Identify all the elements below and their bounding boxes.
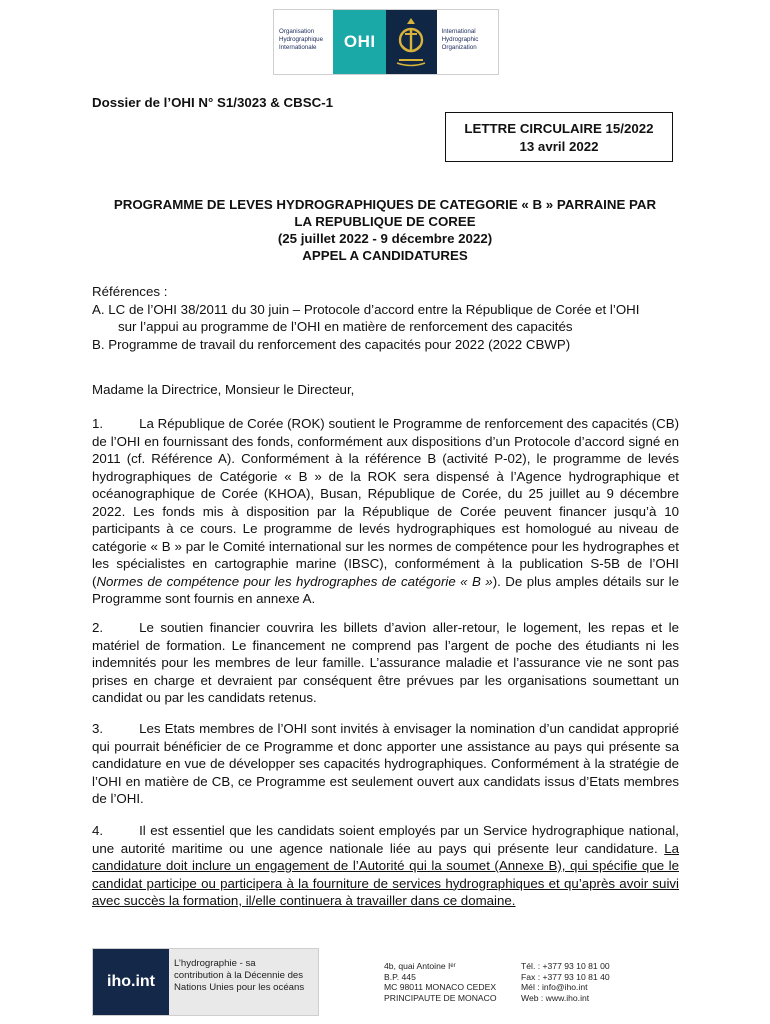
circular-date: 13 avril 2022 (519, 139, 599, 154)
footer-tagline (169, 949, 318, 1015)
document-title (90, 196, 680, 264)
logo-right-line: International (441, 28, 476, 35)
paragraph-text: Il est essentiel que les candidats soient employés par un Service hydrographique national, une autorité maritime ou une agence nationale liée au pays qui présente leur candidature. (92, 823, 679, 856)
reference-a: A. LC de l’OHI 38/2011 du 30 juin – Protocole d’accord entre la République de Corée et l’OHI (92, 301, 640, 317)
standard-title-italic: Normes de compétence pour les hydrographes de catégorie « B » (96, 573, 493, 589)
tagline-line: contribution à la Décennie des (174, 970, 304, 982)
salutation: Madame la Directrice, Monsieur le Directeur, (92, 382, 355, 397)
footer-address (384, 961, 497, 1003)
logo-right-line: Organization (441, 44, 477, 51)
anchor-emblem-icon (386, 10, 437, 74)
title-line: APPEL A CANDIDATURES (302, 248, 468, 263)
address-line: MC 98011 MONACO CEDEX (384, 982, 497, 993)
paragraph-text: ). De plus amples détails sur le Programme sont fournis en annexe A. (92, 573, 679, 606)
address-line: 4b, quai Antoine Iᵉʳ (384, 961, 456, 971)
circular-letter-box (445, 112, 673, 162)
paragraph-text: Le soutien financier couvrira les billets d’avion aller-retour, le logement, les repas et le matériel de formation. Le financement ne comprend pas l’argent de poche des étudiants ni les indemnités pour les membres de leur famille. L’assurance maladie et l’assurance vie ne sont pas prises en charge et devraient par conséquent être prévues par les organisations soumettant un candidat ou par les candidats retenus. (92, 620, 679, 705)
ohi-logo (273, 9, 499, 75)
paragraph-3 (92, 720, 679, 808)
contact-phone: Tél. : +377 93 10 81 00 (521, 961, 610, 971)
paragraph-text: Les Etats membres de l’OHI sont invités à envisager la nomination d’un candidat approprié qui pourrait bénéficier de ce Programme et donc apporter une assistance au pays qui présente sa candidature en vue de développer ses capacités hydrographiques. Conformément à la stratégie de l’OHI en matière de CB, ce Programme est seulement ouvert aux candidats issus d’Etats membres de l’OHI. (92, 721, 679, 806)
footer-contact (521, 961, 610, 1003)
logo-left-line: Organisation (279, 28, 315, 35)
logo-french-name (274, 10, 333, 74)
contact-email[interactable]: Mél : info@iho.int (521, 982, 588, 993)
dossier-reference: Dossier de l’OHI N° S1/3023 & CBSC-1 (92, 95, 334, 110)
title-line: (25 juillet 2022 - 9 décembre 2022) (277, 231, 493, 246)
paragraph-text: La République de Corée (ROK) soutient le Programme de renforcement des capacités (CB) de l’OHI en fournissant des fonds, conformément aux dispositions d’un Protocole d’accord signé en 2011 (cf. Référence A). Conformément à la référence B (activité P-02), le programme de levés hydrographiques de Catégorie « B » de la ROK sera dispensé à l’Agence hydrographique et océanographique de Corée (KHOA), Busan, République de Corée, du 25 juillet au 9 décembre 2022. Les fonds mis à disposition par la République de Corée peuvent financer jusqu’à 10 participants à ce cours. Le programme de levés hydrographiques est homologué au niveau de catégorie « B » par le Comité international sur les normes de compétence pour les hydrographes et les spécialistes en cartographie marine (IBSC), conformément à la publication S-5B de l’OHI ( (92, 416, 679, 589)
title-line: PROGRAMME DE LEVES HYDROGRAPHIQUES DE CATEGORIE « B » PARRAINE PAR (113, 197, 657, 212)
paragraph-2 (92, 619, 679, 707)
paragraph-number: 1. (92, 416, 104, 431)
address-line: B.P. 445 (384, 971, 416, 982)
address-line: PRINCIPAUTE DE MONACO (384, 992, 497, 1003)
tagline-line: L’hydrographie - sa (174, 958, 256, 969)
tagline-line: Nations Unies pour les océans (174, 982, 305, 994)
footer-banner (92, 948, 319, 1016)
iho-int-logo: iho.int (93, 949, 169, 1015)
paragraph-number: 4. (92, 823, 104, 838)
paragraph-1 (92, 415, 679, 608)
contact-fax: Fax : +377 93 10 81 40 (521, 971, 610, 982)
logo-left-line: Internationale (279, 44, 317, 51)
paragraph-number: 2. (92, 620, 104, 635)
logo-right-line: Hydrographic (441, 36, 479, 43)
circular-title: LETTRE CIRCULAIRE 15/2022 (464, 121, 654, 136)
contact-website[interactable]: Web : www.iho.int (521, 992, 590, 1003)
title-line: LA REPUBLIQUE DE COREE (294, 214, 476, 229)
paragraph-number: 3. (92, 721, 104, 736)
paragraph-4 (92, 822, 679, 910)
references-heading: Références : (92, 284, 168, 299)
logo-left-line: Hydrographique (279, 36, 324, 43)
reference-a-continued: sur l’appui au programme de l’OHI en matière de renforcement des capacités (118, 319, 573, 334)
logo-ohi-mark: OHI (333, 10, 386, 74)
references (92, 283, 692, 353)
logo-english-name (437, 10, 498, 74)
underlined-requirement: La candidature doit inclure un engagement de l’Autorité qui la soumet (Annexe B), qui spécifie que le candidat participe ou participera à la fourniture de services hydrographiques et qu’après avoir suivi avec succès la formation, il/elle continuera à travailler dans ce domaine. (92, 840, 679, 908)
reference-b: B. Programme de travail du renforcement des capacités pour 2022 (2022 CBWP) (92, 336, 571, 352)
